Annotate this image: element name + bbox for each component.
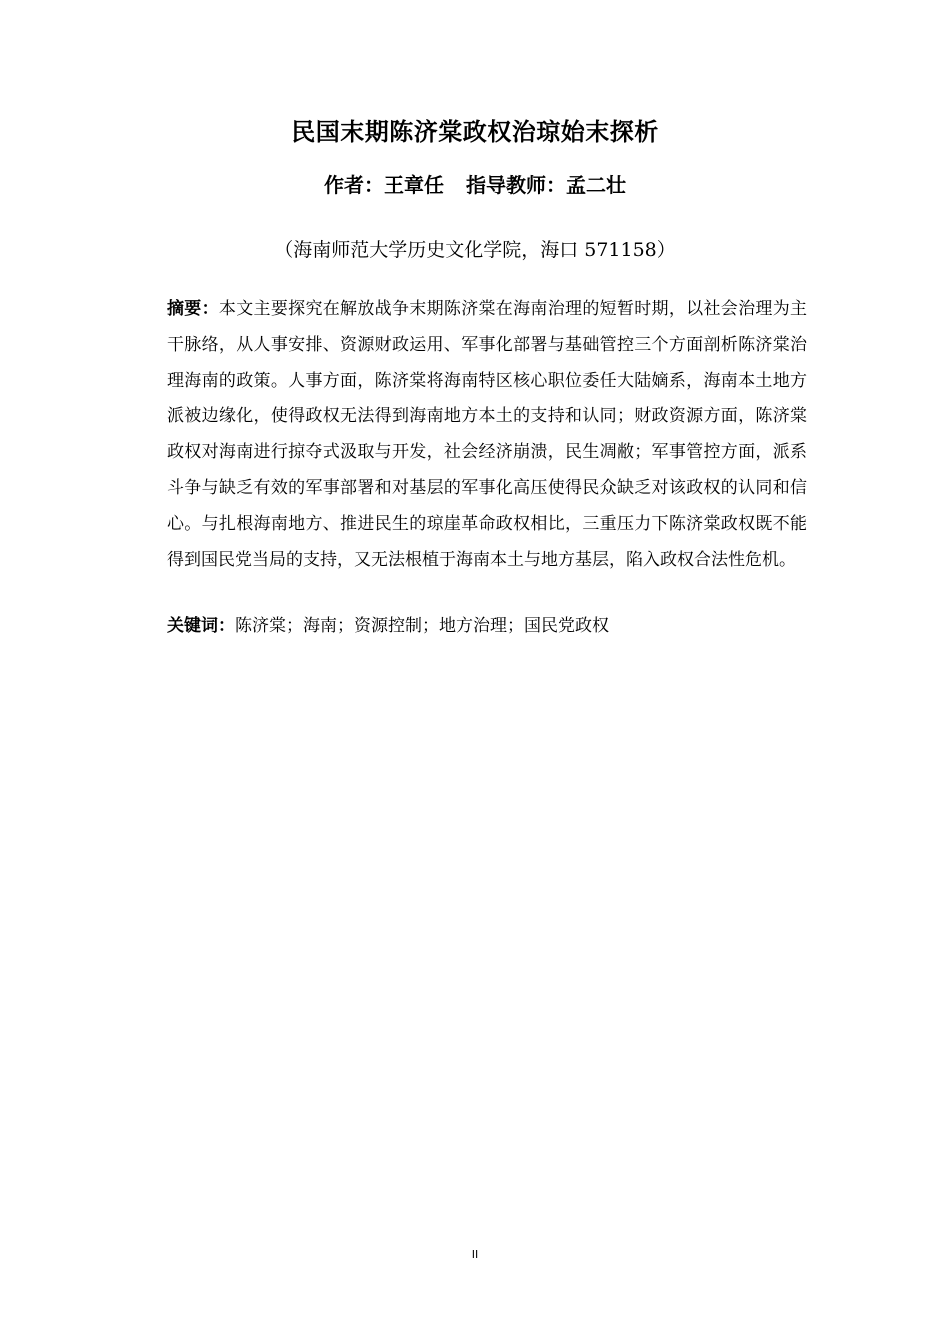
keywords-text: 陈济棠；海南；资源控制；地方治理；国民党政权 <box>235 616 609 636</box>
keywords <box>167 609 807 644</box>
abstract-text: 本文主要探究在解放战争末期陈济棠在海南治理的短暂时期，以社会治理为主干脉络，从人事安排、资源财政运用、军事化部署与基础管控三个方面剖析陈济棠治理海南的政策。人事方面，陈济棠将海南特区核心职位委任大陆嫡系，海南本土地方派被边缘化，使得政权无法得到海南地方本土的支持和认同；财政资源方面，陈济棠政权对海南进行掠夺式汲取与开发，社会经济崩溃，民生凋敝；军事管控方面，派系斗争与缺乏有效的军事部署和对基层的军事化高压使得民众缺乏对该政权的认同和信心。与扎根海南地方、推进民生的琼崖革命政权相比，三重压力下陈济棠政权既不能得到国民党当局的支持，又无法根植于海南本土与地方基层，陷入政权合法性危机。 <box>167 299 808 570</box>
paper-title: 民国末期陈济棠政权治琼始末探析 <box>291 118 659 146</box>
advisor-label: 指导教师： <box>466 173 566 197</box>
abstract <box>167 292 807 578</box>
keywords-label: 关键词： <box>167 616 235 636</box>
author-line <box>0 168 950 202</box>
author-name: 王章任 <box>384 173 444 197</box>
page-number: II <box>471 1248 479 1261</box>
affiliation: （海南师范大学历史文化学院，海口 571158） <box>274 239 676 261</box>
advisor-name: 孟二壮 <box>566 173 626 197</box>
abstract-label: 摘要： <box>167 299 219 319</box>
author-label: 作者： <box>324 173 384 197</box>
